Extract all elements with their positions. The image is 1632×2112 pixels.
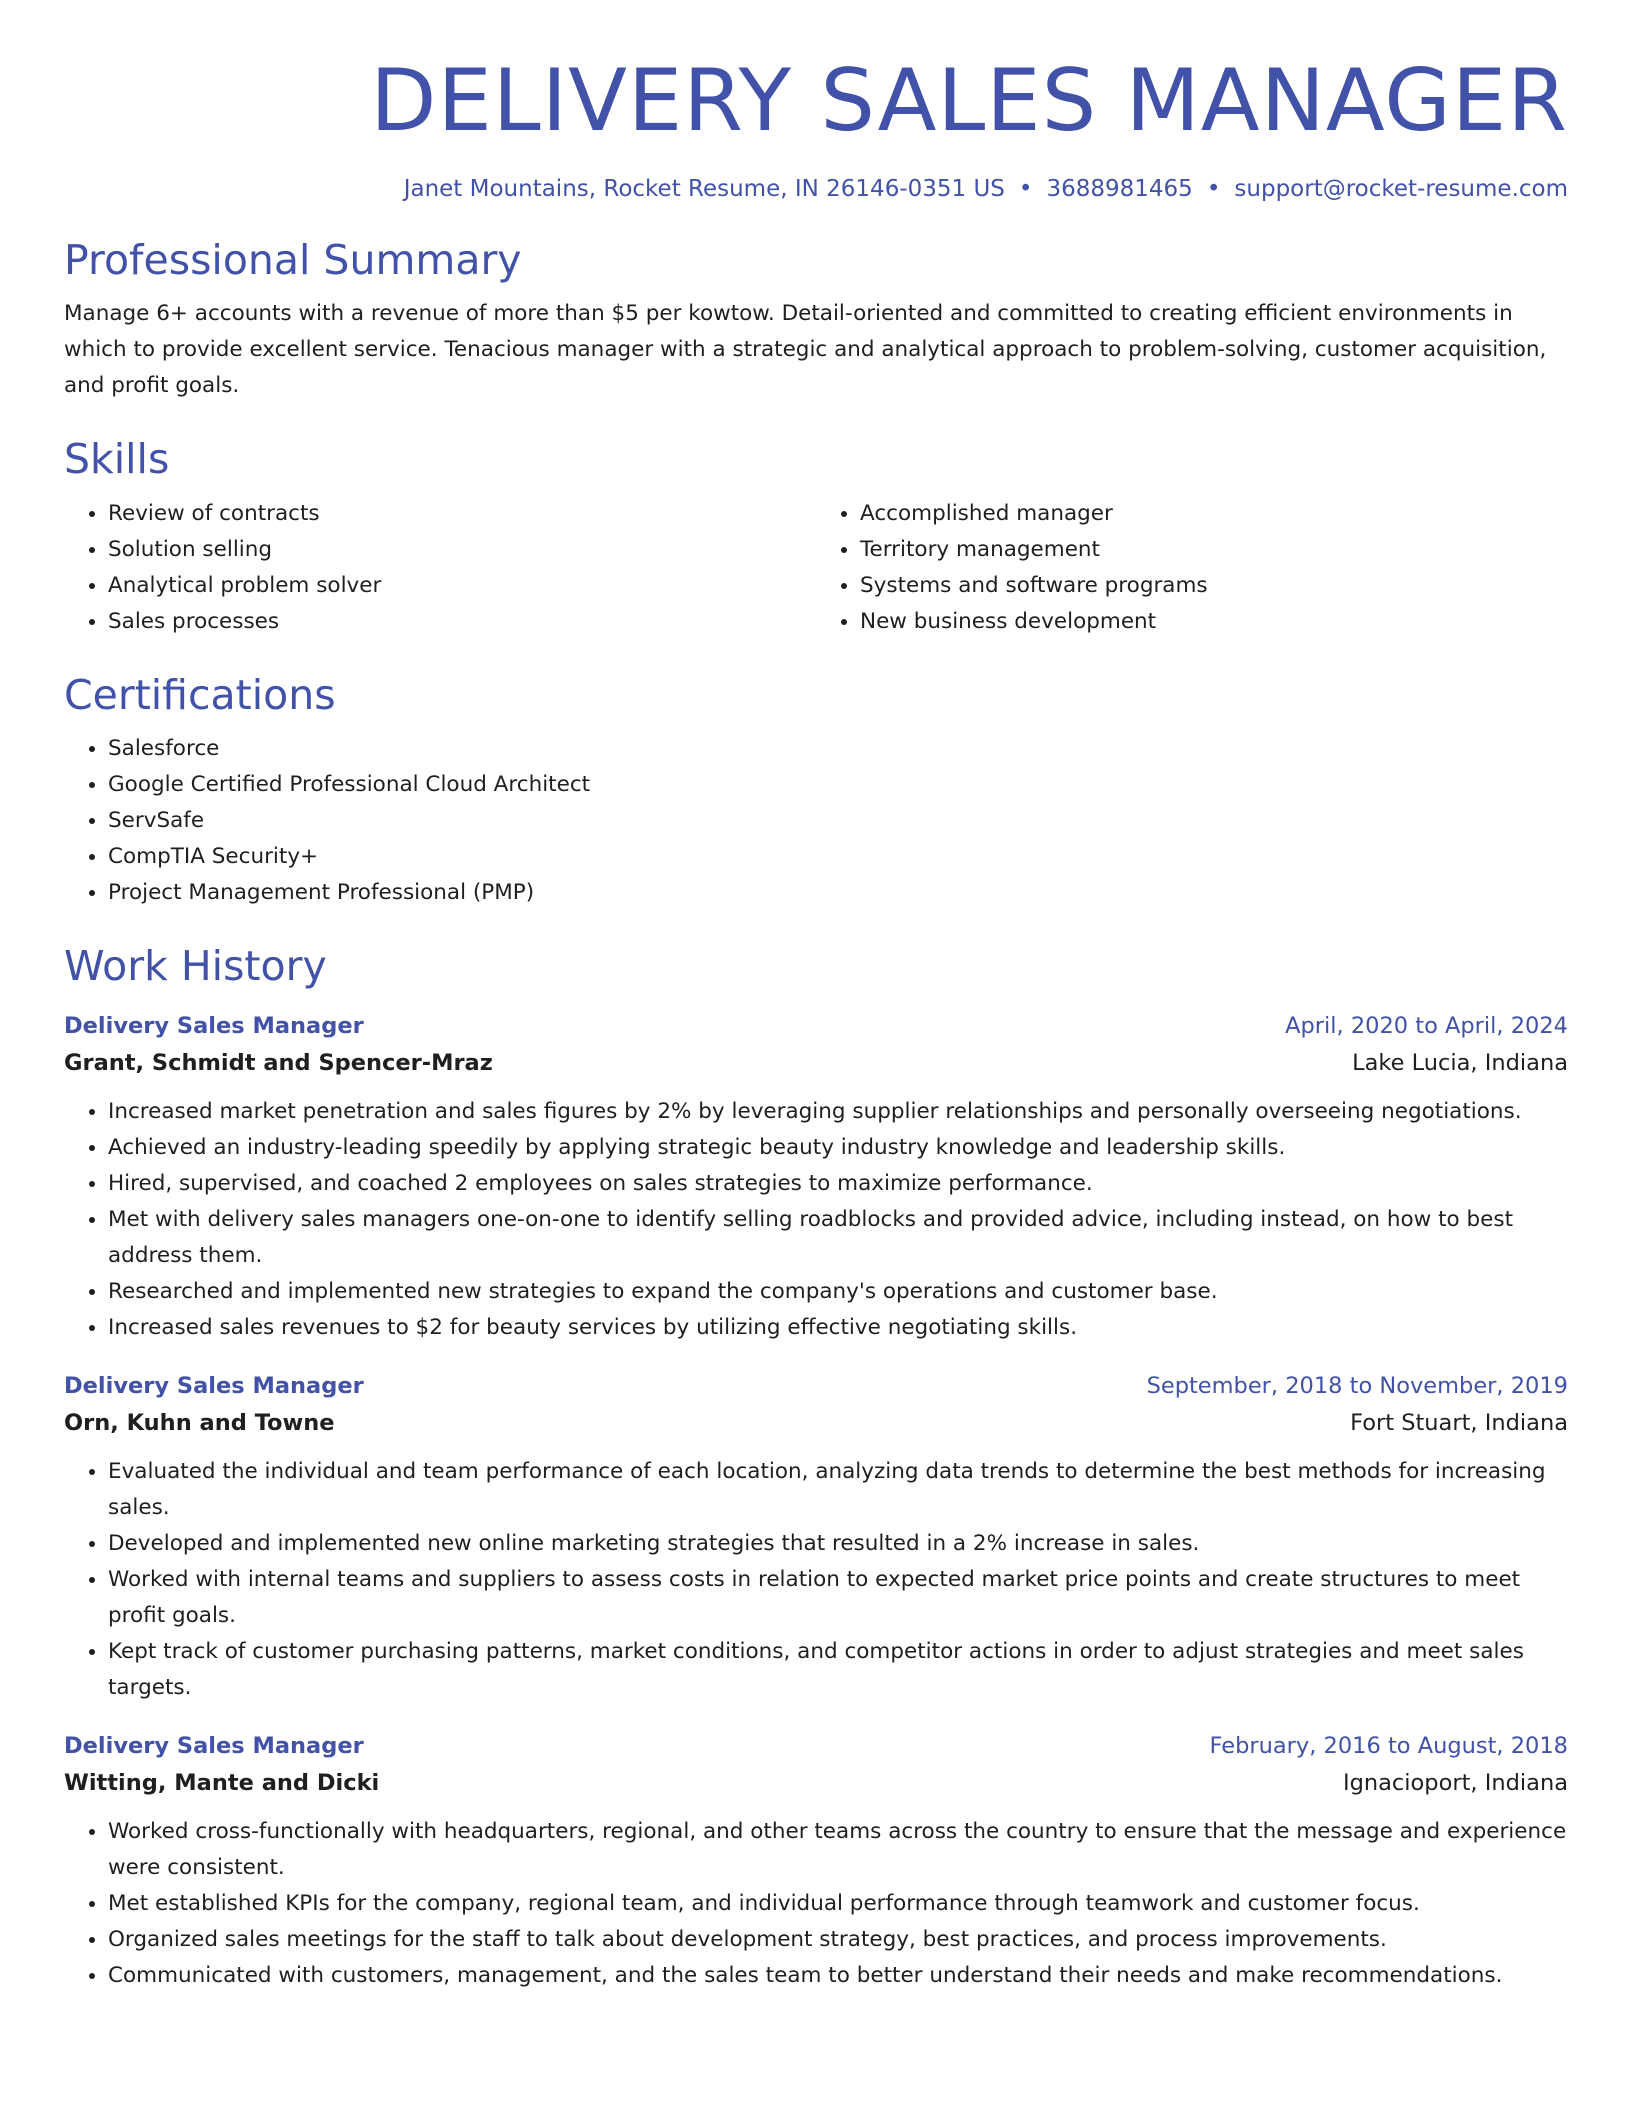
job-header-row bbox=[64, 1368, 1568, 1404]
job-bullet: • Met with delivery sales managers one-on-one to identify selling roadblocks and provided advice, including instead, on how to best address them. bbox=[108, 1202, 1568, 1274]
job-bullet: • Achieved an industry-leading speedily by applying strategic beauty industry knowledge and leadership skills. bbox=[108, 1130, 1568, 1166]
certifications-section bbox=[64, 670, 1568, 911]
certification-item: • Project Management Professional (PMP) bbox=[108, 875, 1568, 911]
skill-item: • Systems and software programs bbox=[860, 568, 1568, 604]
job-title: Delivery Sales Manager bbox=[64, 1733, 364, 1760]
job-company-row bbox=[64, 1044, 1568, 1082]
certification-item: • Google Certified Professional Cloud Architect bbox=[108, 767, 1568, 803]
resume-header bbox=[64, 50, 1568, 205]
job-dates: February, 2016 to August, 2018 bbox=[1209, 1733, 1568, 1760]
job-location: Fort Stuart, Indiana bbox=[1350, 1410, 1568, 1437]
job-bullet: • Hired, supervised, and coached 2 employees on sales strategies to maximize performance. bbox=[108, 1166, 1568, 1202]
job-bullet: • Increased sales revenues to $2 for beauty services by utilizing effective negotiating skills. bbox=[108, 1310, 1568, 1346]
job-bullet: • Evaluated the individual and team performance of each location, analyzing data trends to determine the best methods for increasing sales. bbox=[108, 1454, 1568, 1526]
job-company: Witting, Mante and Dicki bbox=[64, 1770, 380, 1797]
job-bullet: • Developed and implemented new online marketing strategies that resulted in a 2% increase in sales. bbox=[108, 1526, 1568, 1562]
skill-item: • Territory management bbox=[860, 532, 1568, 568]
skills-left-list bbox=[64, 496, 816, 640]
job-header-row bbox=[64, 1728, 1568, 1764]
job-bullet: • Organized sales meetings for the staff to talk about development strategy, best practices, and process improvements. bbox=[108, 1922, 1568, 1958]
job-bullet: • Researched and implemented new strategies to expand the company's operations and customer base. bbox=[108, 1274, 1568, 1310]
job-entry bbox=[64, 1728, 1568, 1994]
skill-item: • Review of contracts bbox=[108, 496, 816, 532]
job-location: Lake Lucia, Indiana bbox=[1352, 1050, 1568, 1077]
summary-text: Manage 6+ accounts with a revenue of more than $5 per kowtow. Detail-oriented and committed to creating efficient environments in which to provide excellent service. Tenacious manager with a strategic and analytical approach to problem-solving, customer acquisition, and profit goals. bbox=[64, 301, 1547, 399]
job-dates: September, 2018 to November, 2019 bbox=[1146, 1373, 1568, 1400]
job-bullet: • Worked with internal teams and suppliers to assess costs in relation to expected market price points and create structures to meet profit goals. bbox=[108, 1562, 1568, 1634]
summary-section bbox=[64, 235, 1568, 404]
skill-item: • New business development bbox=[860, 604, 1568, 640]
job-bullets bbox=[64, 1094, 1568, 1346]
skill-item: • Sales processes bbox=[108, 604, 816, 640]
job-bullet: • Met established KPIs for the company, regional team, and individual performance through teamwork and customer focus. bbox=[108, 1886, 1568, 1922]
contact-line bbox=[64, 175, 1568, 205]
job-company: Orn, Kuhn and Towne bbox=[64, 1410, 335, 1437]
certification-item: • CompTIA Security+ bbox=[108, 839, 1568, 875]
certification-item: • ServSafe bbox=[108, 803, 1568, 839]
job-dates: April, 2020 to April, 2024 bbox=[1285, 1013, 1568, 1040]
job-title: Delivery Sales Manager bbox=[64, 1013, 364, 1040]
resume-title: DELIVERY SALES MANAGER bbox=[370, 51, 1568, 151]
job-bullet: • Kept track of customer purchasing patterns, market conditions, and competitor actions in order to adjust strategies and meet sales targets. bbox=[108, 1634, 1568, 1706]
contact-separator: • bbox=[1018, 176, 1033, 203]
job-bullets bbox=[64, 1454, 1568, 1706]
work-history-heading: Work History bbox=[64, 941, 327, 990]
job-bullet: • Increased market penetration and sales figures by 2% by leveraging supplier relationships and personally overseeing negotiations. bbox=[108, 1094, 1568, 1130]
skill-item: • Accomplished manager bbox=[860, 496, 1568, 532]
contact-phone: 3688981465 bbox=[1046, 176, 1193, 203]
work-history-section bbox=[64, 941, 1568, 1994]
skills-grid bbox=[64, 496, 1568, 640]
job-company-row bbox=[64, 1404, 1568, 1442]
job-header-row bbox=[64, 1008, 1568, 1044]
job-bullet: • Worked cross-functionally with headquarters, regional, and other teams across the country to ensure that the message and experience were consistent. bbox=[108, 1814, 1568, 1886]
job-bullet: • Communicated with customers, management, and the sales team to better understand their needs and make recommendations. bbox=[108, 1958, 1568, 1994]
job-entry bbox=[64, 1368, 1568, 1706]
job-company-row bbox=[64, 1764, 1568, 1802]
certification-item: • Salesforce bbox=[108, 731, 1568, 767]
job-location: Ignacioport, Indiana bbox=[1342, 1770, 1568, 1797]
job-title: Delivery Sales Manager bbox=[64, 1373, 364, 1400]
skill-item: • Analytical problem solver bbox=[108, 568, 816, 604]
contact-address: Janet Mountains, Rocket Resume, IN 26146-0351 US bbox=[403, 176, 1005, 203]
skills-right-list bbox=[816, 496, 1568, 640]
job-entry bbox=[64, 1008, 1568, 1346]
job-company: Grant, Schmidt and Spencer-Mraz bbox=[64, 1050, 493, 1077]
skills-heading: Skills bbox=[64, 435, 170, 484]
job-bullets bbox=[64, 1814, 1568, 1994]
skills-section bbox=[64, 434, 1568, 639]
contact-separator: • bbox=[1206, 176, 1221, 203]
certifications-heading: Certifications bbox=[64, 670, 336, 719]
certifications-list bbox=[64, 731, 1568, 911]
contact-email: support@rocket-resume.com bbox=[1234, 176, 1568, 203]
summary-heading: Professional Summary bbox=[64, 236, 522, 285]
skill-item: • Solution selling bbox=[108, 532, 816, 568]
